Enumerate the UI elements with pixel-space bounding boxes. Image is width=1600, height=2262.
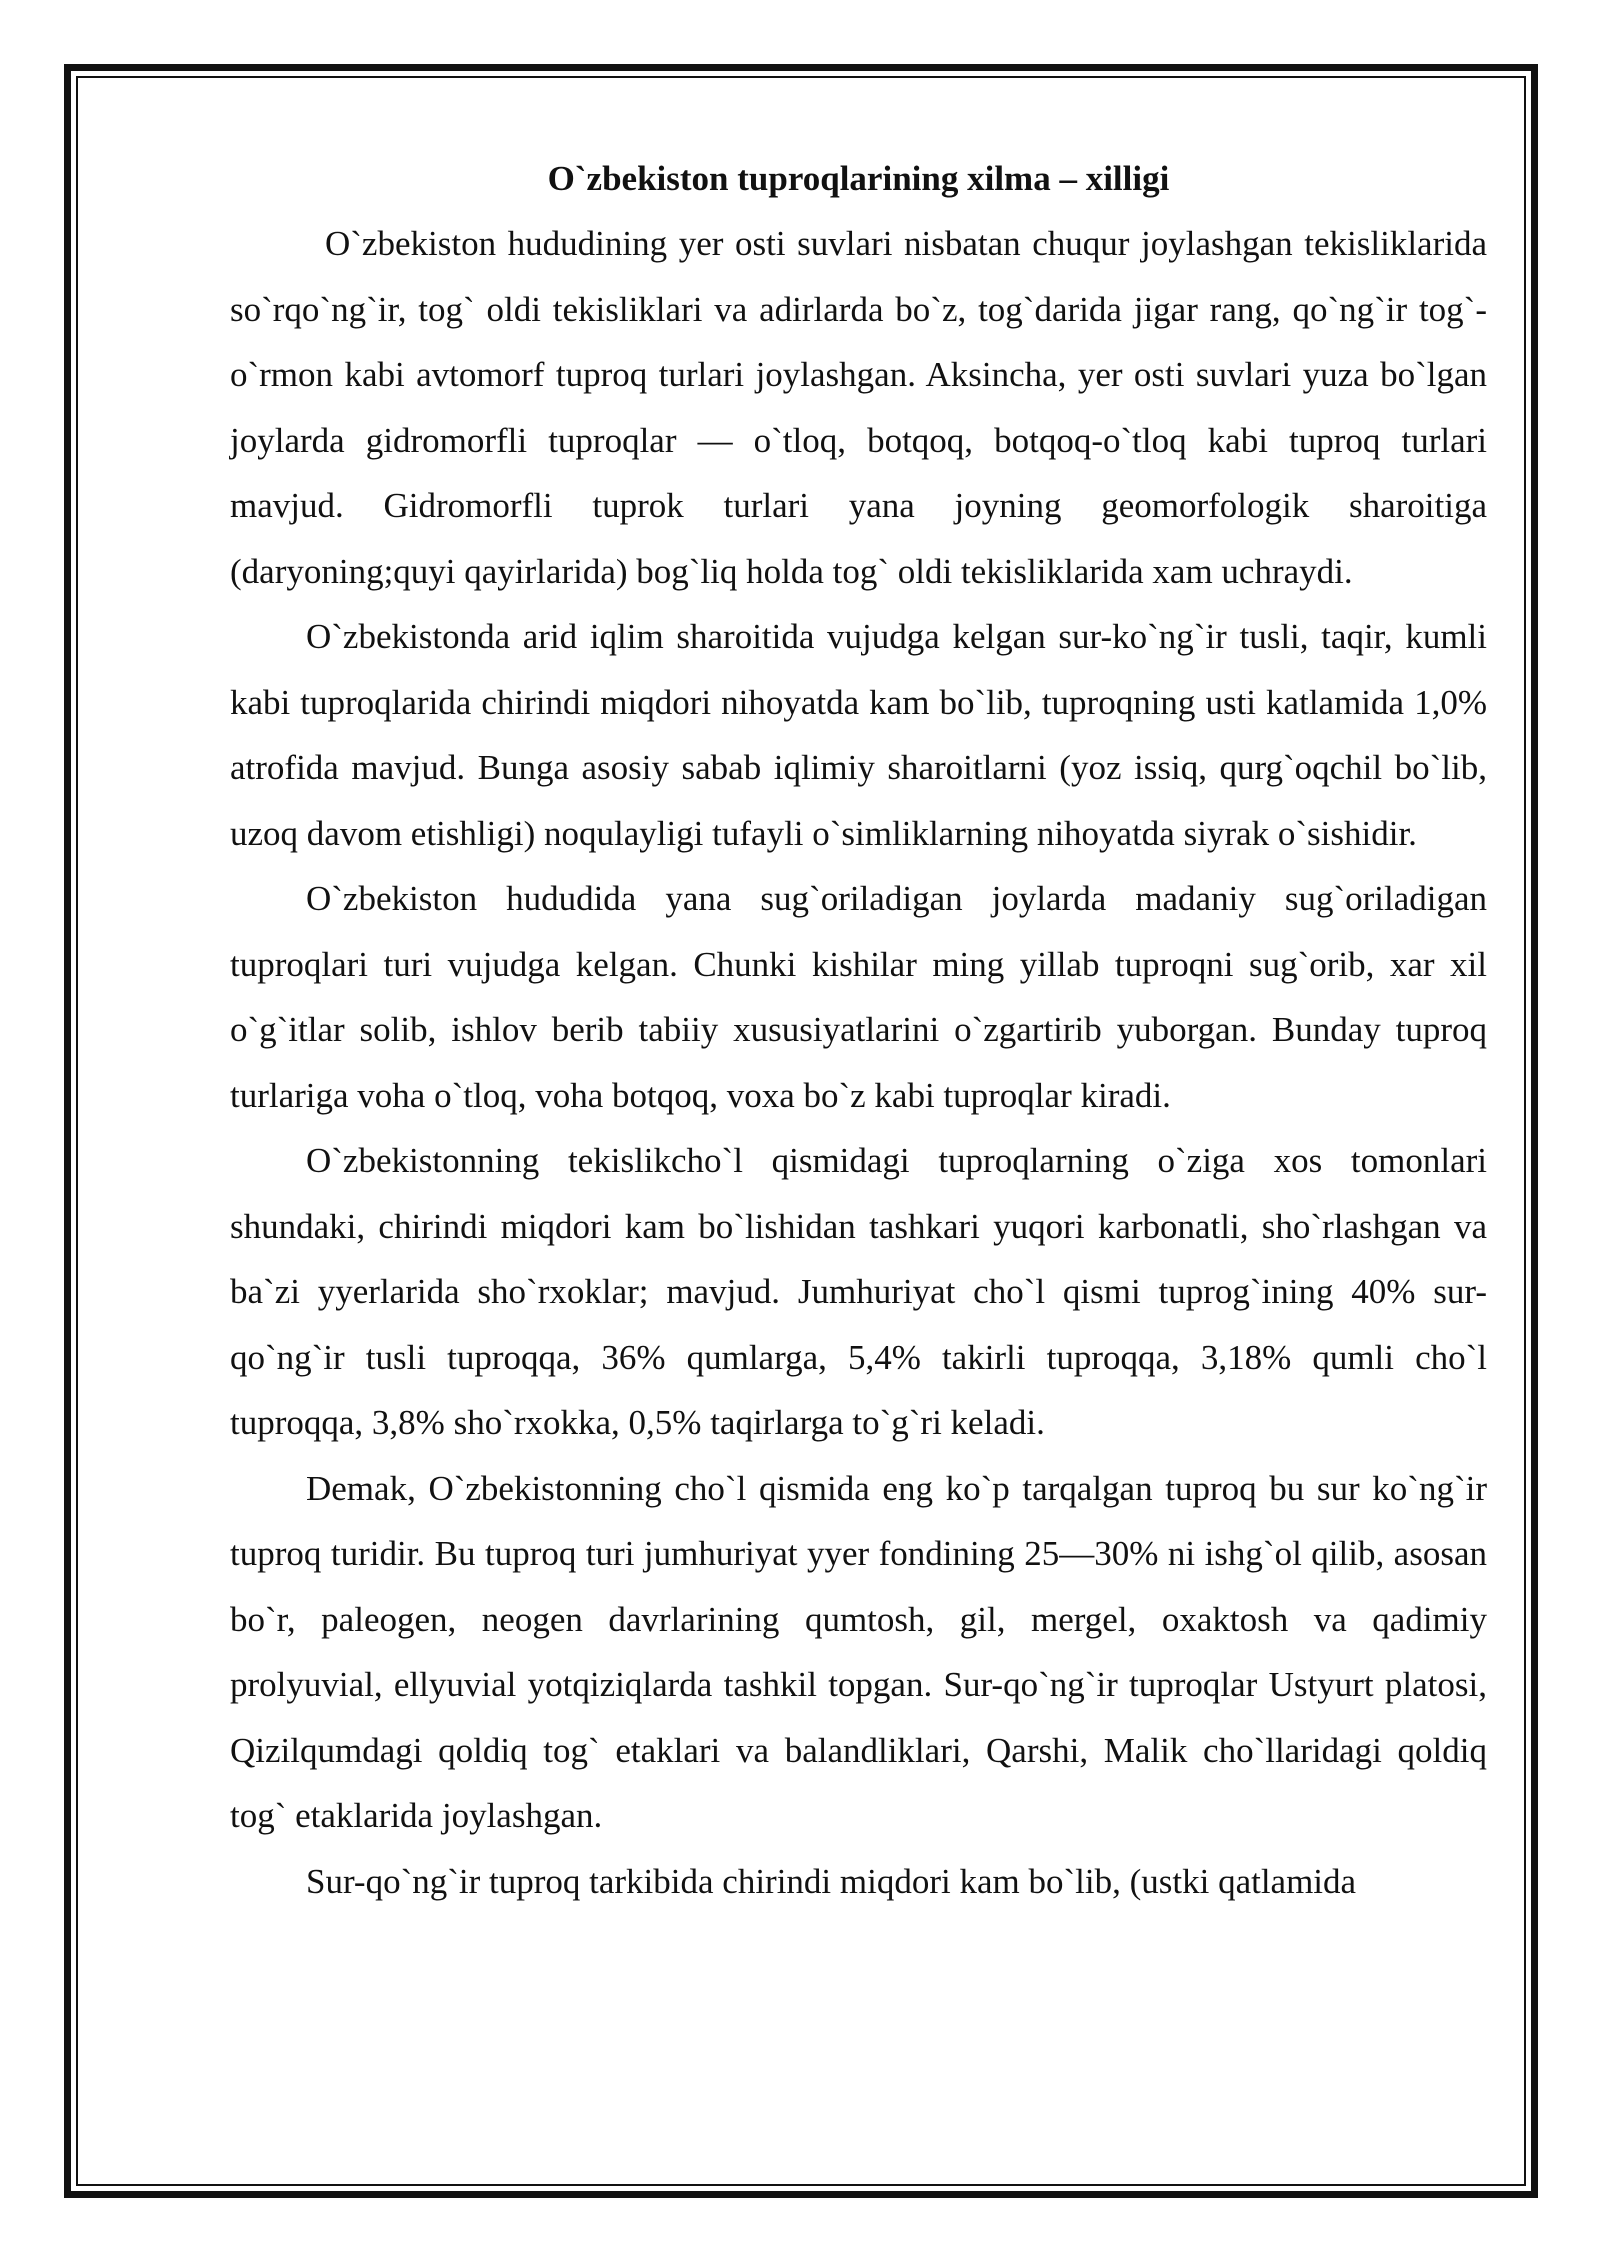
paragraph: O`zbekiston hududining yer osti suvlari nisbatan chuqur joylashgan tekisliklarida so`rqo`ng`ir, tog` oldi tekisliklari va adirlarda bo`z, tog`darida jigar rang, qo`ng`ir tog`-o`rmon kabi avtomorf tuproq turlari joylashgan. Aksincha, yer osti suvlari yuza bo`lgan joylarda gidromorfli tuproqlar — o`tloq, botqoq, botqoq-o`tloq kabi tuproq turlari mavjud. Gidromorfli tuprok turlari yana joyning geomorfologik sharoitiga (daryoning;quyi qayirlarida) bog`liq holda tog` oldi tekisliklarida xam uchraydi.: [230, 224, 1487, 591]
document-body: [230, 146, 1487, 1914]
document-title: O`zbekiston tuproqlarining xilma – xilligi: [547, 159, 1170, 198]
paragraph: Demak, O`zbekistonning cho`l qismida eng ko`p tarqalgan tuproq bu sur ko`ng`ir tuproq turidir. Bu tuproq turi jumhuriyat yyer fondining 25—30% ni ishg`ol qilib, asosan bo`r, paleogen, neogen davrlarining qumtosh, gil, mergel, oxaktosh va qadimiy prolyuvial, ellyuvial yotqiziqlarda tashkil topgan. Sur-qo`ng`ir tuproqlar Ustyurt platosi, Qizilqumdagi qoldiq tog` etaklari va balandliklari, Qarshi, Malik cho`llaridagi qoldiq tog` etaklarida joylashgan.: [230, 1468, 1487, 1835]
paragraph: O`zbekistonning tekislikcho`l qismidagi tuproqlarning o`ziga xos tomonlari shundaki, chirindi miqdori kam bo`lishidan tashkari yuqori karbonatli, sho`rlashgan va ba`zi yyerlarida sho`rxoklar; mavjud. Jumhuriyat cho`l qismi tuprog`ining 40% sur-qo`ng`ir tusli tuproqqa, 36% qumlarga, 5,4% takirli tuproqqa, 3,18% qumli cho`l tuproqqa, 3,8% sho`rxokka, 0,5% taqirlarga to`g`ri keladi.: [230, 1141, 1487, 1442]
paragraph: O`zbekistonda arid iqlim sharoitida vujudga kelgan sur-ko`ng`ir tusli, taqir, kumli kabi tuproqlarida chirindi miqdori nihoyatda kam bo`lib, tuproqning usti katlamida 1,0% atrofida mavjud. Bunga asosiy sabab iqlimiy sharoitlarni (yoz issiq, qurg`oqchil bo`lib, uzoq davom etishligi) noqulayligi tufayli o`simliklarning nihoyatda siyrak o`sishidir.: [230, 617, 1487, 853]
paragraph: Sur-qo`ng`ir tuproq tarkibida chirindi miqdori kam bo`lib, (ustki qatlamida: [306, 1861, 1357, 1901]
paragraph: O`zbekiston hududida yana sug`oriladigan joylarda madaniy sug`oriladigan tuproqlari turi vujudga kelgan. Chunki kishilar ming yillab tuproqni sug`orib, xar xil o`g`itlar solib, ishlov berib tabiiy xususiyatlarini o`zgartirib yuborgan. Bunday tuproq turlariga voha o`tloq, voha botqoq, voxa bo`z kabi tuproqlar kiradi.: [230, 879, 1487, 1115]
